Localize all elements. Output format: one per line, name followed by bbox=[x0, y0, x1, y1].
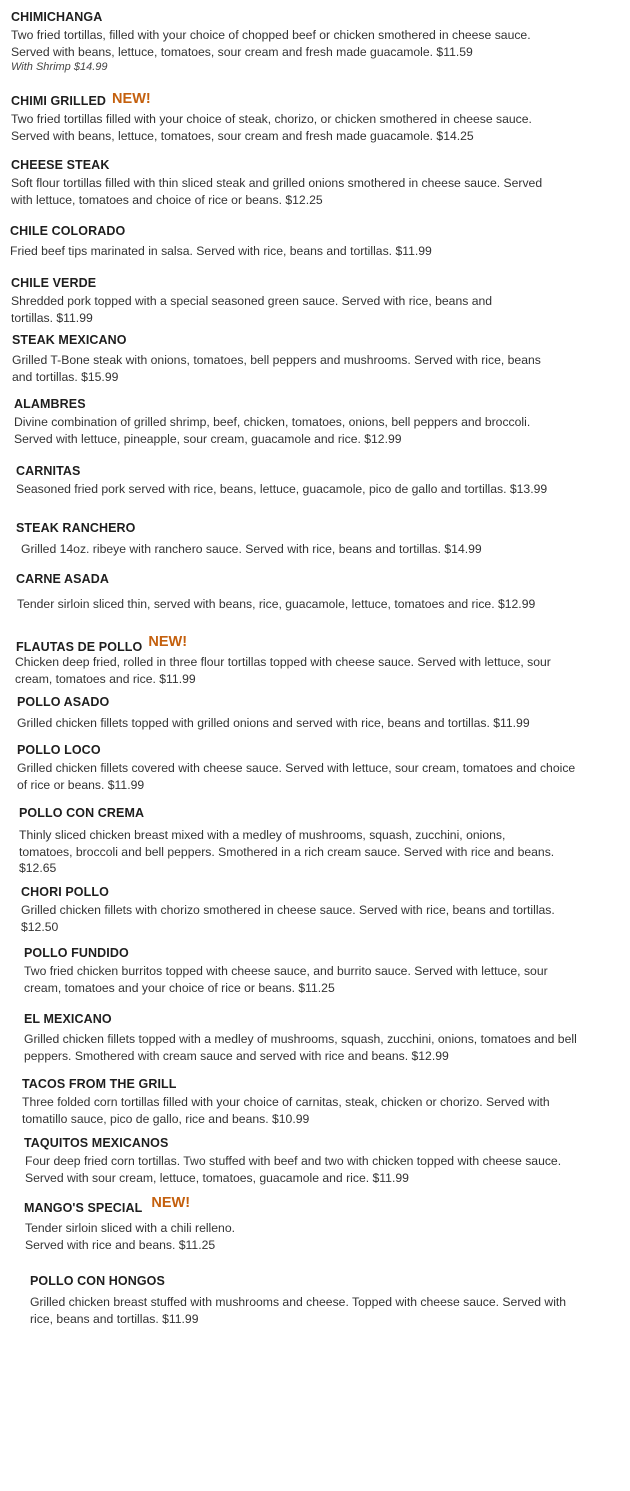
menu-item bbox=[24, 1196, 609, 1253]
menu-item bbox=[11, 274, 596, 326]
item-title: POLLO FUNDIDO bbox=[24, 946, 129, 960]
new-badge: NEW! bbox=[112, 91, 151, 107]
item-title: CHILE VERDE bbox=[11, 276, 97, 290]
item-title: CHILE COLORADO bbox=[10, 224, 126, 238]
menu-item bbox=[11, 156, 596, 208]
menu-item bbox=[24, 1010, 609, 1064]
item-description: Grilled T-Bone steak with onions, tomatoes, bell peppers and mushrooms. Served with rice, beans and tortillas. $15.99 bbox=[12, 353, 541, 384]
menu-item bbox=[30, 1272, 615, 1327]
item-description: Chicken deep fried, rolled in three flour tortillas topped with cheese sauce. Served with lettuce, sour cream, tomatoes and rice. $11.99 bbox=[15, 655, 551, 686]
item-description: Grilled 14oz. ribeye with ranchero sauce. Served with rice, beans and tortillas. $14.99 bbox=[21, 542, 482, 556]
menu-item bbox=[21, 883, 606, 935]
item-description: Four deep fried corn tortillas. Two stuffed with beef and two with chicken topped with cheese sauce. Served with sour cream, lettuce, tomatoes, guacamole and rice. $11.99 bbox=[25, 1154, 562, 1185]
menu-item bbox=[19, 804, 604, 877]
menu-item bbox=[24, 944, 609, 996]
new-badge: NEW! bbox=[148, 634, 188, 650]
item-description: Tender sirloin sliced thin, served with beans, rice, guacamole, lettuce, tomatoes and rice. $12.99 bbox=[17, 597, 536, 611]
item-title: CARNITAS bbox=[16, 464, 81, 478]
menu-item bbox=[17, 693, 602, 732]
menu-item bbox=[22, 1075, 607, 1127]
item-description: Three folded corn tortillas filled with your choice of carnitas, steak, chicken or chorizo. Served with tomatillo sauce, pico de gallo, rice and beans. $10.99 bbox=[22, 1095, 550, 1126]
menu-item bbox=[15, 635, 600, 687]
menu-item bbox=[12, 331, 597, 385]
menu-item bbox=[11, 92, 596, 144]
item-description: Grilled chicken fillets with chorizo smothered in cheese sauce. Served with rice, beans and tortillas. $12.50 bbox=[21, 903, 555, 934]
item-title: ALAMBRES bbox=[14, 397, 86, 411]
item-title: TACOS FROM THE GRILL bbox=[22, 1077, 177, 1091]
item-title: CHORI POLLO bbox=[21, 885, 109, 899]
item-title: CHIMI GRILLED bbox=[11, 94, 107, 108]
item-description: Grilled chicken breast stuffed with mushrooms and cheese. Topped with cheese sauce. Served with rice, beans and tortillas. $11.99 bbox=[30, 1295, 567, 1326]
menu-item bbox=[24, 1134, 609, 1186]
item-description: Grilled chicken fillets topped with grilled onions and served with rice, beans and tortillas. $11.99 bbox=[17, 716, 530, 730]
item-title: EL MEXICANO bbox=[24, 1012, 112, 1026]
menu-item bbox=[17, 741, 602, 793]
item-title: POLLO CON HONGOS bbox=[30, 1274, 165, 1288]
menu-item bbox=[16, 462, 601, 498]
item-description: Seasoned fried pork served with rice, beans, lettuce, guacamole, pico de gallo and tortillas. $13.99 bbox=[16, 482, 548, 496]
item-description: Two fried chicken burritos topped with cheese sauce, and burrito sauce. Served with lettuce, sour cream, tomatoes and your choice of rice or beans. $11.25 bbox=[24, 964, 548, 995]
item-description: Two fried tortillas, filled with your choice of chopped beef or chicken smothered in cheese sauce. Served with beans, lettuce, tomatoes, sour cream and fresh made guacamole. $11.59 bbox=[11, 28, 531, 59]
item-description: Soft flour tortillas filled with thin sliced steak and grilled onions smothered in cheese sauce. Served with lettuce, tomatoes and choice of rice or beans. $12.25 bbox=[11, 176, 543, 207]
item-description: Grilled chicken fillets covered with cheese sauce. Served with lettuce, sour cream, tomatoes and choice of rice or beans. $11.99 bbox=[17, 761, 576, 792]
item-description: Thinly sliced chicken breast mixed with a medley of mushrooms, squash, zucchini, onions, tomatoes, broccoli and bell peppers. Smothered in a rich cream sauce. Served with rice and beans. $12.65 bbox=[19, 828, 555, 875]
item-description: Shredded pork topped with a special seasoned green sauce. Served with rice, beans and tortillas. $11.99 bbox=[11, 294, 493, 325]
item-title: CARNE ASADA bbox=[16, 572, 110, 586]
item-title: STEAK MEXICANO bbox=[12, 333, 127, 347]
item-description: Grilled chicken fillets topped with a medley of mushrooms, squash, zucchini, onions, tomatoes and bell peppers. Smothered with cream sauce and served with rice and beans. $12.99 bbox=[24, 1032, 577, 1063]
item-title: CHEESE STEAK bbox=[11, 158, 110, 172]
menu-item bbox=[16, 519, 601, 558]
item-title: POLLO CON CREMA bbox=[19, 806, 145, 820]
item-description: Tender sirloin sliced with a chili relleno. Served with rice and beans. $11.25 bbox=[25, 1221, 235, 1252]
menu-item bbox=[11, 8, 596, 75]
menu-item bbox=[14, 395, 599, 447]
item-title: TAQUITOS MEXICANOS bbox=[24, 1136, 169, 1150]
item-description: Divine combination of grilled shrimp, beef, chicken, tomatoes, onions, bell peppers and broccoli. Served with lettuce, pineapple, sour cream, guacamole and rice. $12.99 bbox=[14, 415, 531, 446]
item-title: CHIMICHANGA bbox=[11, 10, 103, 24]
item-title: POLLO LOCO bbox=[17, 743, 101, 757]
item-title: FLAUTAS DE POLLO bbox=[16, 640, 143, 654]
item-title: STEAK RANCHERO bbox=[16, 521, 136, 535]
new-badge: NEW! bbox=[151, 1195, 191, 1211]
menu-item bbox=[10, 222, 595, 260]
item-title: POLLO ASADO bbox=[17, 695, 110, 709]
item-description: Fried beef tips marinated in salsa. Served with rice, beans and tortillas. $11.99 bbox=[10, 244, 432, 258]
item-title: MANGO'S SPECIAL bbox=[24, 1201, 143, 1215]
item-description: Two fried tortillas filled with your choice of steak, chorizo, or chicken smothered in cheese sauce. Served with beans, lettuce, tomatoes, sour cream and fresh made guacamole. $14.25 bbox=[11, 112, 532, 143]
menu-item bbox=[16, 570, 601, 613]
item-extra-price: With Shrimp $14.99 bbox=[11, 61, 108, 73]
